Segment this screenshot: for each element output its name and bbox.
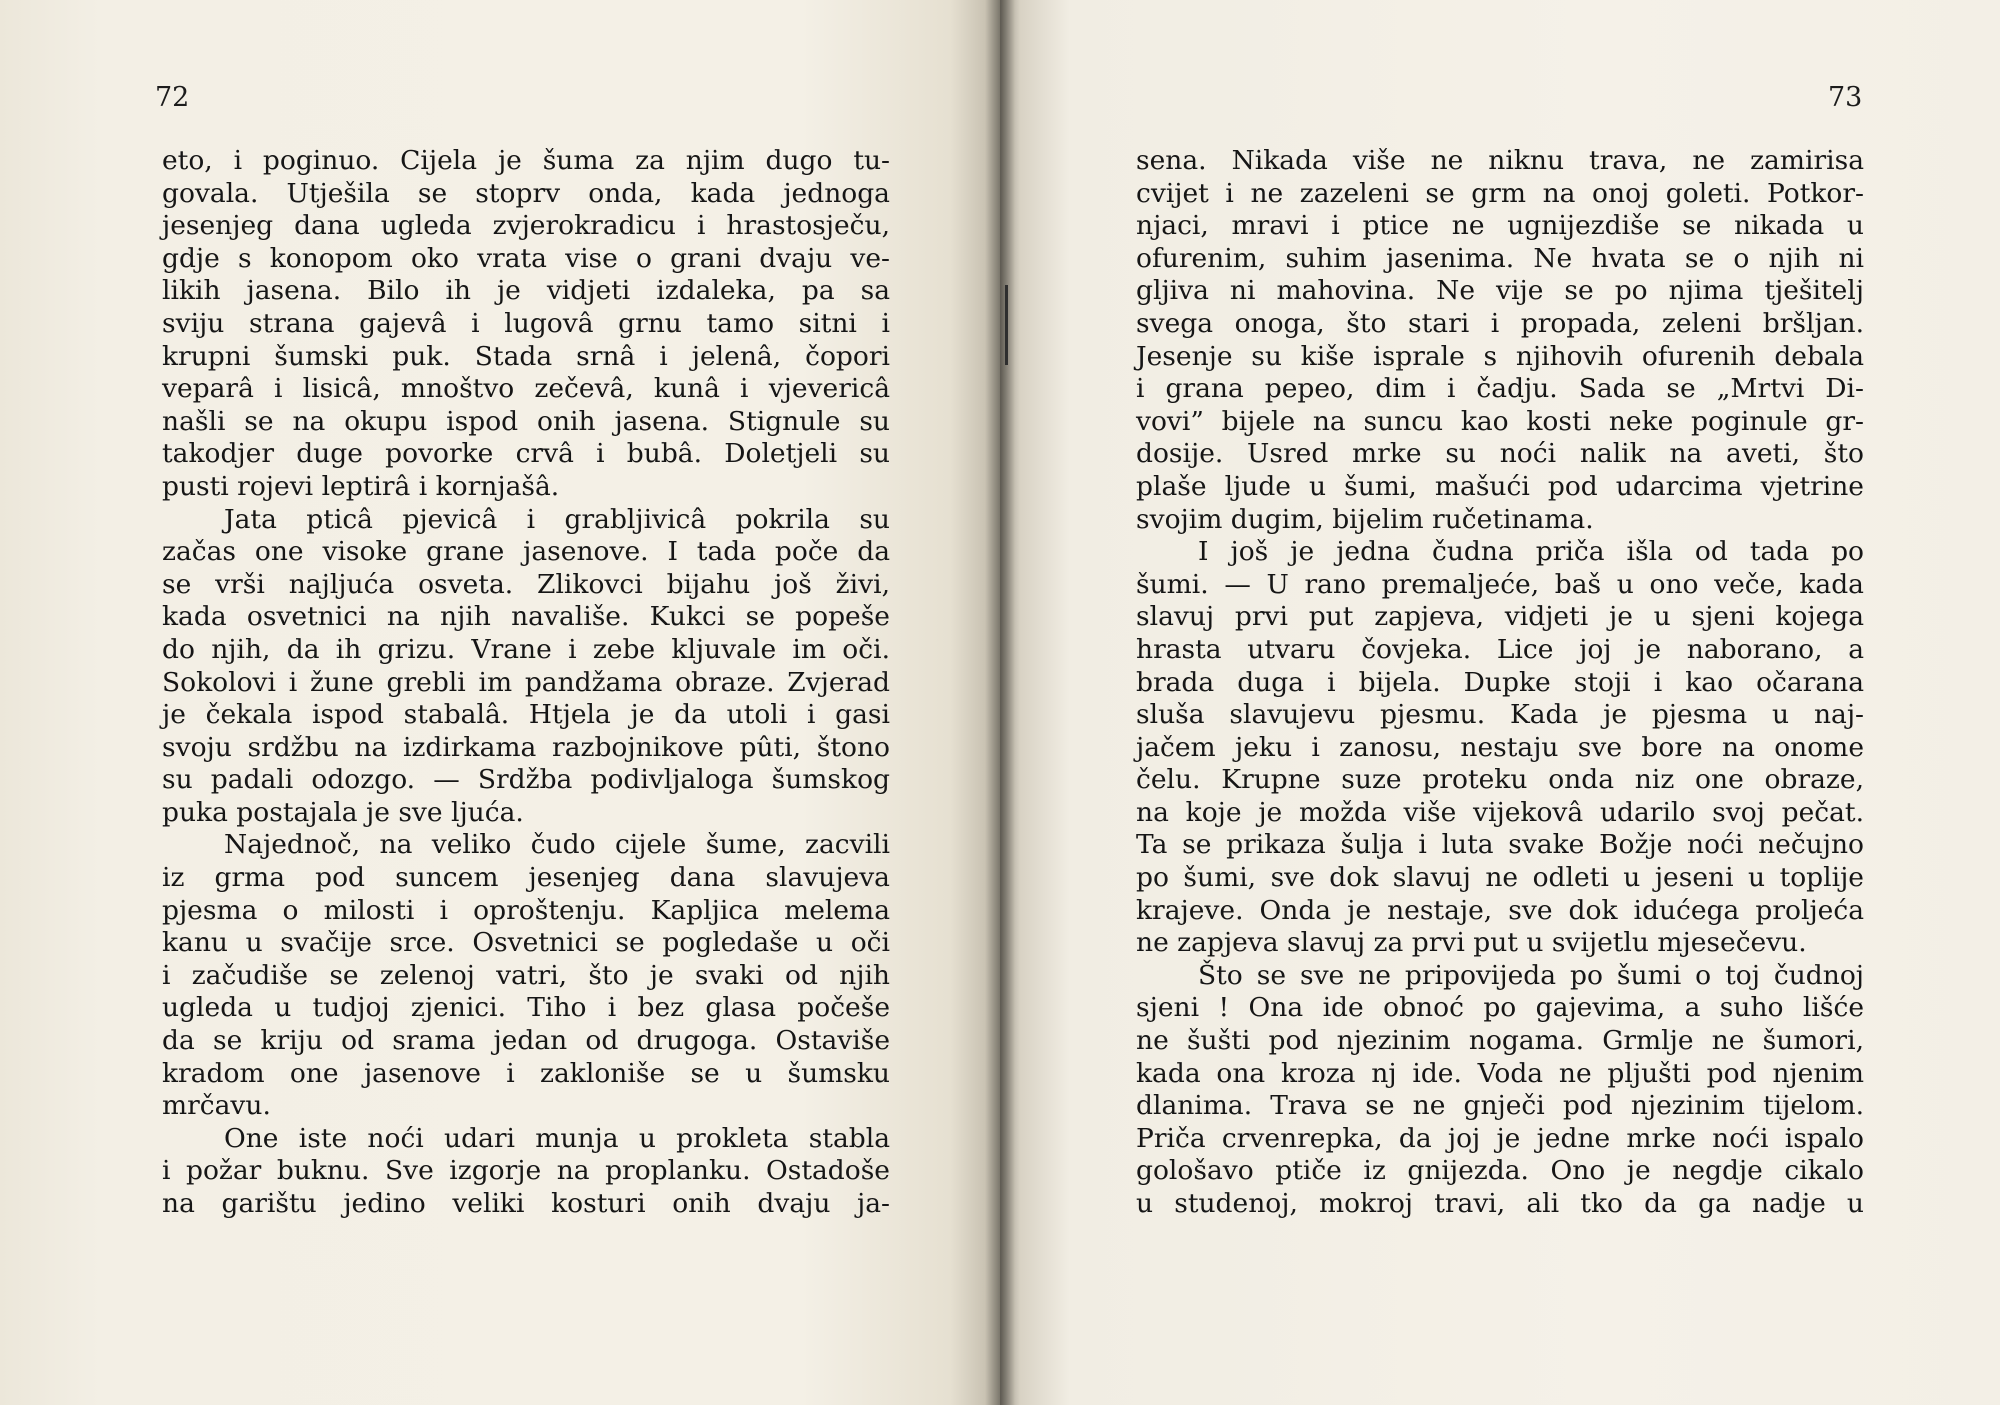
text-line: pusti rojevi leptirâ i kornjašâ. [162, 470, 560, 502]
text-line: svojim dugim, bijelim ručetinama. [1136, 503, 1594, 535]
text-line: u studenoj, mokroj travi, ali tko da ga nadje u [1136, 1188, 1864, 1219]
text-line: su padali odozgo. — Srdžba podivljaloga šumskog [162, 764, 890, 796]
text-line: cvijet i ne zazeleni se grm na onoj goleti. Potkor- [1136, 177, 1864, 209]
right-page [1000, 0, 2000, 1405]
text-line: svega onoga, što stari i propada, zeleni bršljan. [1136, 307, 1864, 339]
text-line: Sokolovi i žune grebli im pandžama obraze. Zvjerad [162, 666, 890, 698]
text-line: govala. Utješila se stoprv onda, kada jednoga [162, 177, 890, 209]
text-line: kada ona kroza nj ide. Voda ne pljušti pod njenim [1136, 1057, 1864, 1089]
text-line: Ta se prikaza šulja i luta svake Božje noći nečujno [1136, 829, 1864, 861]
text-line: na garištu jedino veliki kosturi onih dvaju ja- [162, 1188, 890, 1219]
text-line: Priča crvenrepka, da joj je jedne mrke noći ispalo [1136, 1122, 1864, 1154]
text-line: sjeni ! Ona ide obnoć po gajevima, a suho lišće [1136, 992, 1864, 1024]
text-line: Jesenje su kiše isprale s njihovih ofurenih debala [1136, 340, 1864, 372]
text-line: veparâ i lisicâ, mnoštvo zečevâ, kunâ i vjevericâ [162, 373, 890, 405]
text-line: po šumi, sve dok slavuj ne odleti u jeseni u toplije [1136, 862, 1864, 894]
text-line: našli se na okupu ispod onih jasena. Stignule su [162, 405, 890, 437]
text-line: ugleda u tudjoj zjenici. Tiho i bez glasa počeše [162, 992, 890, 1024]
text-line: iz grma pod suncem jesenjeg dana slavujeva [162, 862, 890, 894]
text-line: začas one visoke grane jasenove. I tada poče da [162, 536, 890, 568]
text-line: hrasta utvaru čovjeka. Lice joj je naborano, a [1136, 633, 1864, 665]
text-line: svoju srdžbu na izdirkama razbojnikove pûti, štono [162, 731, 890, 763]
text-line: vovi” bijele na suncu kao kosti neke poginule gr- [1136, 405, 1864, 437]
text-line: dosije. Usred mrke su noći nalik na aveti, što [1136, 438, 1864, 470]
text-line: je čekala ispod stabalâ. Htjela je da utoli i gasi [162, 699, 890, 731]
text-line: kanu u svačije srce. Osvetnici se pogledaše u oči [162, 927, 890, 959]
text-line: I još je jedna čudna priča išla od tada po [1198, 536, 1864, 568]
text-line: Najednoč, na veliko čudo cijele šume, zacvili [224, 829, 890, 861]
text-line: ne šušti pod njezinim nogama. Grmlje ne šumori, [1136, 1025, 1864, 1057]
text-line: brada duga i bijela. Dupke stoji i kao očarana [1136, 666, 1864, 698]
text-line: One iste noći udari munja u prokleta stabla [224, 1122, 890, 1154]
text-line: dlanima. Trava se ne gnječi pod njezinim tijelom. [1136, 1090, 1864, 1122]
text-line: do njih, da ih grizu. Vrane i zebe kljuvale im oči. [162, 633, 890, 665]
text-line: sviju strana gajevâ i lugovâ grnu tamo sitni i [162, 307, 890, 339]
text-line: jesenjeg dana ugleda zvjerokradicu i hrastosječu, [162, 210, 890, 242]
text-line: slavuj prvi put zapjeva, vidjeti je u sjeni kojega [1136, 601, 1864, 633]
text-line: kradom one jasenove i zakloniše se u šumsku [162, 1057, 890, 1089]
text-line: i požar buknu. Sve izgorje na proplanku. Ostadoše [162, 1155, 890, 1187]
text-line: pjesma o milosti i oproštenju. Kapljica melema [162, 894, 890, 926]
text-line: krajeve. Onda je nestaje, sve dok idućega proljeća [1136, 894, 1864, 926]
text-line: da se kriju od srama jedan od drugoga. Ostaviše [162, 1025, 890, 1057]
text-line: gološavo ptiče iz gnijezda. Ono je negdje cikalo [1136, 1155, 1864, 1187]
text-line: krupni šumski puk. Stada srnâ i jelenâ, čopori [162, 340, 890, 372]
text-line: gljiva ni mahovina. Ne vije se po njima tješitelj [1136, 275, 1864, 307]
book-gutter [985, 0, 1015, 1405]
text-line: jačem jeku i zanosu, nestaju sve bore na onome [1136, 731, 1864, 763]
text-line: ne zapjeva slavuj za prvi put u svijetlu mjesečevu. [1136, 927, 1807, 959]
text-line: i začudiše se zelenoj vatri, što je svaki od njih [162, 959, 890, 991]
text-line: likih jasena. Bilo ih je vidjeti izdaleka, pa sa [162, 275, 890, 307]
text-line: se vrši najljuća osveta. Zlikovci bijahu još živi, [162, 568, 890, 600]
text-line: mrčavu. [162, 1090, 271, 1122]
text-line: na koje je možda više vijekovâ udarilo svoj pečat. [1136, 796, 1864, 828]
text-line: kada osvetnici na njih navališe. Kukci se popeše [162, 601, 890, 633]
text-line: i grana pepeo, dim i čadju. Sada se „Mrtvi Di- [1136, 373, 1864, 405]
text-line: sena. Nikada više ne niknu trava, ne zamirisa [1136, 145, 1864, 176]
text-line: plaše ljude u šumi, mašući pod udarcima vjetrine [1136, 470, 1864, 502]
text-line: čelu. Krupne suze proteku onda niz one obraze, [1136, 764, 1864, 796]
text-line: sluša slavujevu pjesmu. Kada je pjesma u naj- [1136, 699, 1864, 731]
text-line: gdje s konopom oko vrata vise o grani dvaju ve- [162, 242, 890, 274]
text-line: njaci, mravi i ptice ne ugnijezdiše se nikada u [1136, 210, 1864, 242]
text-line: ofurenim, suhim jasenima. Ne hvata se o njih ni [1136, 242, 1864, 274]
right-page-text [1136, 145, 1864, 1221]
page-number-left: 72 [155, 82, 190, 113]
text-line: takodjer duge povorke crvâ i bubâ. Doletjeli su [162, 438, 890, 470]
text-line: Što se sve ne pripovijeda po šumi o toj čudnoj [1198, 959, 1864, 991]
text-line: eto, i poginuo. Cijela je šuma za njim dugo tu- [162, 145, 890, 176]
text-line: Jata pticâ pjevicâ i grabljivicâ pokrila su [224, 503, 890, 535]
page-number-right: 73 [1828, 82, 1863, 113]
text-line: šumi. — U rano premaljeće, baš u ono veče, kada [1136, 568, 1864, 600]
text-line: puka postajala je sve ljuća. [162, 796, 524, 828]
left-page-text [162, 145, 890, 1221]
